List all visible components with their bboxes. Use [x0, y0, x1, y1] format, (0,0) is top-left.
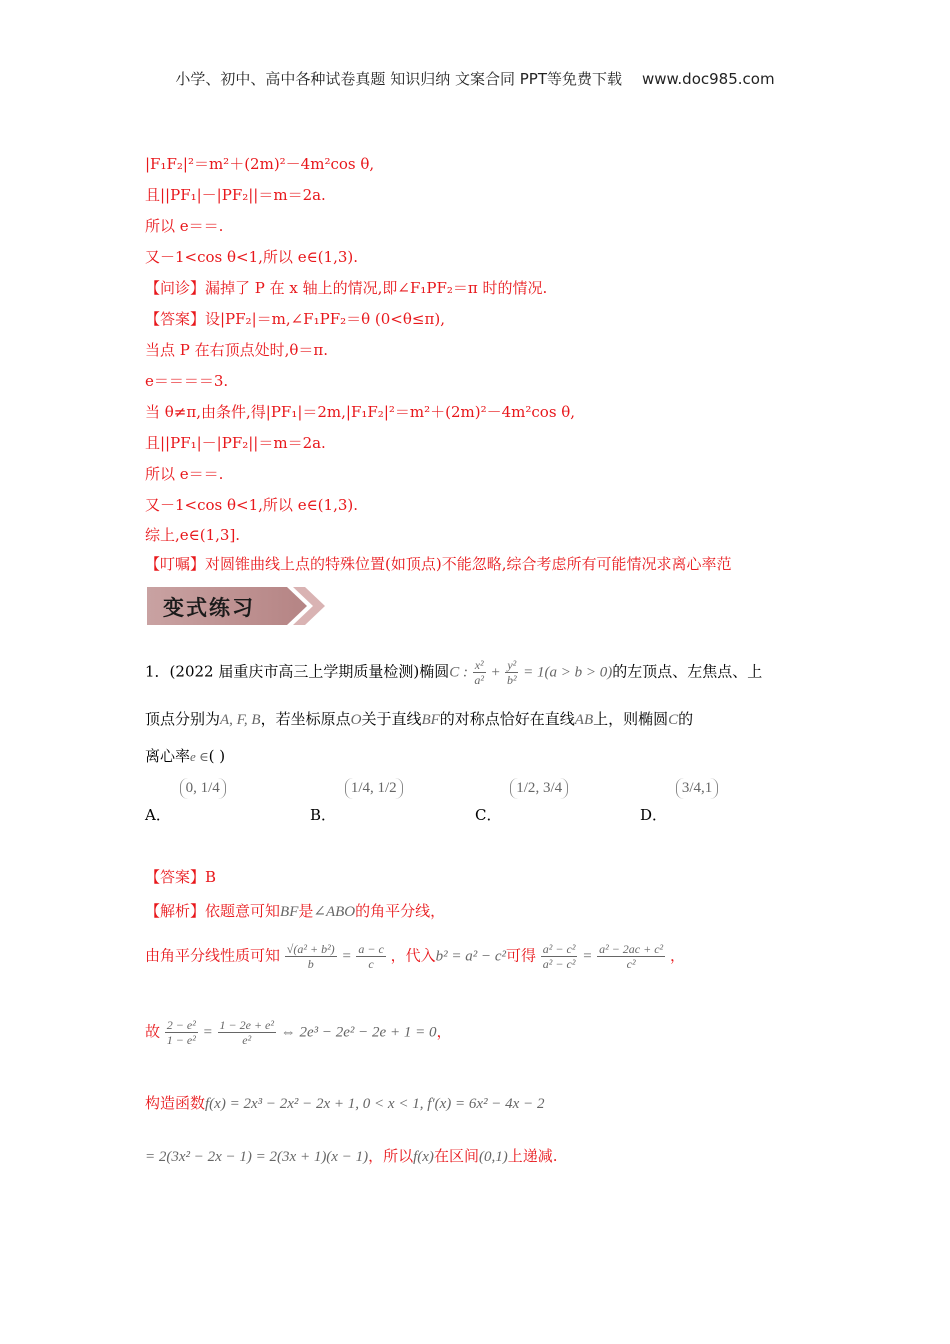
solution-line-2: 且||PF₁|－|PF₂||＝m＝2a. [145, 186, 326, 204]
option-a[interactable]: A． 0, 1/4 [145, 778, 226, 825]
analysis-line-5: = 2(3x² − 2x − 1) = 2(3x + 1)(x − 1)，所以f(x)在区间(0,1)上递减. [145, 1147, 558, 1165]
answer-line-1: 【答案】设|PF₂|＝m,∠F₁PF₂＝θ (0<θ≤π), [145, 310, 445, 328]
reminder-line: 【叮嘱】对圆锥曲线上点的特殊位置(如顶点)不能忽略,综合考虑所有可能情况求离心率范 [145, 555, 732, 573]
question-line-2: 顶点分别为A, F, B，若坐标原点O关于直线BF的对称点恰好在直线AB上，则椭圆C的 [145, 710, 694, 728]
option-c[interactable]: C． 1/2, 3/4 [475, 778, 568, 825]
question-line-3: 离心率e ∈( ) [145, 747, 226, 765]
header-site[interactable]: www.doc985.com [641, 70, 775, 88]
answer-line-2: 当点 P 在右顶点处时,θ＝π. [145, 341, 329, 359]
answer-result: 【答案】B [145, 868, 217, 886]
solution-line-1: |F₁F₂|²＝m²＋(2m)²－4m²cos θ, [145, 155, 375, 173]
analysis-line-3: 故 $\frac{\text{2 − e²}}{\text{1 − e²}}$ = $\frac{\text{1 − 2e + e²}}{\text{e²}}$ ⇔ 2e³ − 2e² − 2e + 1 = 0， [145, 1018, 452, 1047]
frac-y2-b2: $\frac{\text{y²}}{\text{b²}}$ [507, 658, 517, 687]
analysis-line-1: 【解析】依题意可知BF是∠ABO的角平分线， [145, 902, 446, 920]
question-source: (2022 届重庆市高三上学期质量检测)椭圆 [169, 662, 450, 681]
answer-line-3: e＝＝＝＝3. [145, 372, 229, 390]
option-c-interval: 1/2, 3/4 [510, 778, 568, 799]
answer-line-4: 当 θ≠π,由条件,得|PF₁|＝2m,|F₁F₂|²＝m²＋(2m)²－4m²cos θ, [145, 403, 576, 421]
header-text: 小学、初中、高中各种试卷真题 知识归纳 文案合同 PPT等免费下载 [175, 70, 622, 88]
answer-line-8: 综上,e∈(1,3]. [145, 526, 241, 544]
answer-line-7: 又－1<cos θ<1,所以 e∈(1,3). [145, 496, 358, 514]
option-a-interval: 0, 1/4 [180, 778, 226, 799]
question-after-ellipse: 的左顶点、左焦点、上 [612, 662, 763, 681]
solution-line-4: 又－1<cos θ<1,所以 e∈(1,3). [145, 248, 358, 266]
question-line-1: 1．(2022 届重庆市高三上学期质量检测)椭圆C : $\frac{\text{x²}}{\text{a²}}$ + $\frac{\text{y²}}{\text{b²}}$ = 1(a > b > 0)的左顶点、左焦点、上 [145, 658, 763, 687]
banner-label: 变式练习 [163, 596, 255, 620]
solution-line-3: 所以 e＝＝. [145, 217, 224, 235]
analysis-line-2: 由角平分线性质可知 $\frac{\text{√(a² + b²)}}{b}$ = $\frac{a - c}{c}$ ，代入b² = a² − c²可得 $\frac{\text{a² − c²}}{\text{a² − c²}}$ = $\frac{\text{a² − 2ac + c²}}{\text{c²}}$ ， [145, 942, 685, 971]
option-d[interactable]: D． 3/4,1 [640, 778, 718, 825]
section-banner [147, 583, 325, 629]
answer-line-5: 且||PF₁|－|PF₂||＝m＝2a. [145, 434, 326, 452]
question-number: 1． [145, 662, 170, 681]
frac-x2-a2: $\frac{\text{x²}}{\text{a²}}$ [474, 658, 484, 687]
option-b-interval: 1/4, 1/2 [345, 778, 403, 799]
option-b[interactable]: B． 1/4, 1/2 [310, 778, 403, 825]
ellipse-condition: = 1(a > b > 0) [523, 664, 613, 681]
ellipse-label: C : [449, 664, 468, 681]
answer-line-6: 所以 e＝＝. [145, 465, 224, 483]
option-d-interval: 3/4,1 [676, 778, 718, 799]
page-header [0, 68, 950, 89]
diagnosis-line: 【问诊】漏掉了 P 在 x 轴上的情况,即∠F₁PF₂＝π 时的情况. [145, 279, 548, 297]
analysis-line-4: 构造函数f(x) = 2x³ − 2x² − 2x + 1, 0 < x < 1, f′(x) = 6x² − 4x − 2 [145, 1094, 545, 1112]
